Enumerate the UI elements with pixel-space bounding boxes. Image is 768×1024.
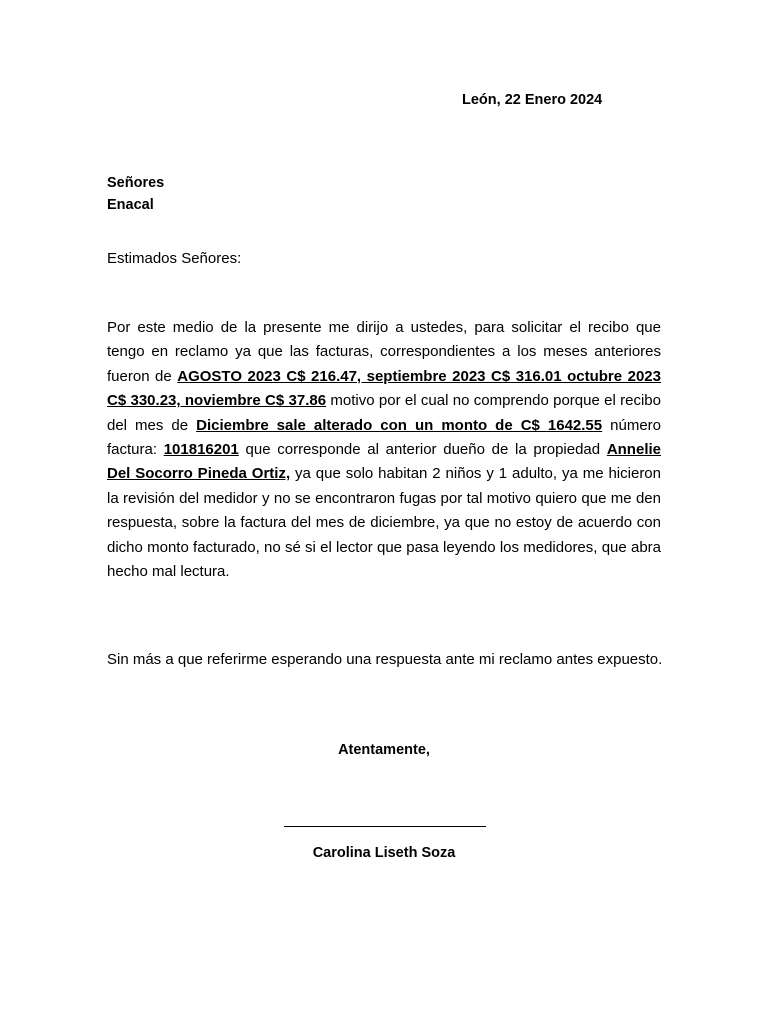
signature-line [284,826,486,827]
body-text-2: motivo por el cual no comprendo porque el recibo del mes de [107,392,661,434]
invoice-number: 101816201 [163,441,239,459]
body-text-5: ya que solo habitan 2 niños y 1 adulto, ya me hicieron la revisión del medidor y no se encontraron fugas por tal motivo quiero que me den respuesta, sobre la factura del mes de diciembre, ya que no estoy de acuerdo con dicho monto facturado, no sé si el lector que pasa leyendo los medidores, que abra hecho mal lectura. [107,465,661,581]
signoff: Atentamente, [338,742,430,758]
previous-owner-name: Annelie Del Socorro Pineda Ortiz, [107,441,661,483]
body-text-3: número factura: [107,416,662,459]
previous-bills-amounts: AGOSTO 2023 C$ 216.47, septiembre 2023 C$ 316.01 octubre 2023 C$ 330.23, noviembre C$ 37.86 [107,367,661,410]
body-text-1: Por este medio de la presente me dirijo a ustedes, para solicitar el recibo que tengo en reclamo ya que las facturas, correspondientes a los meses anteriores fueron de [107,319,661,385]
greeting: Estimados Señores: [107,250,242,267]
body-paragraph [107,316,661,584]
recipient-line-2: Enacal [107,197,154,213]
signature-name: Carolina Liseth Soza [312,845,456,861]
december-bill-amount: Diciembre sale alterado con un monto de C$ 1642.55 [196,416,603,434]
recipient-line-1: Señores [107,175,165,191]
recipient-block [107,172,164,216]
body-text-4: que corresponde al anterior dueño de la propiedad [238,441,607,459]
letter-date: León, 22 Enero 2024 [462,92,603,108]
closing-paragraph: Sin más a que referirme esperando una respuesta ante mi reclamo antes expuesto. [107,651,663,668]
